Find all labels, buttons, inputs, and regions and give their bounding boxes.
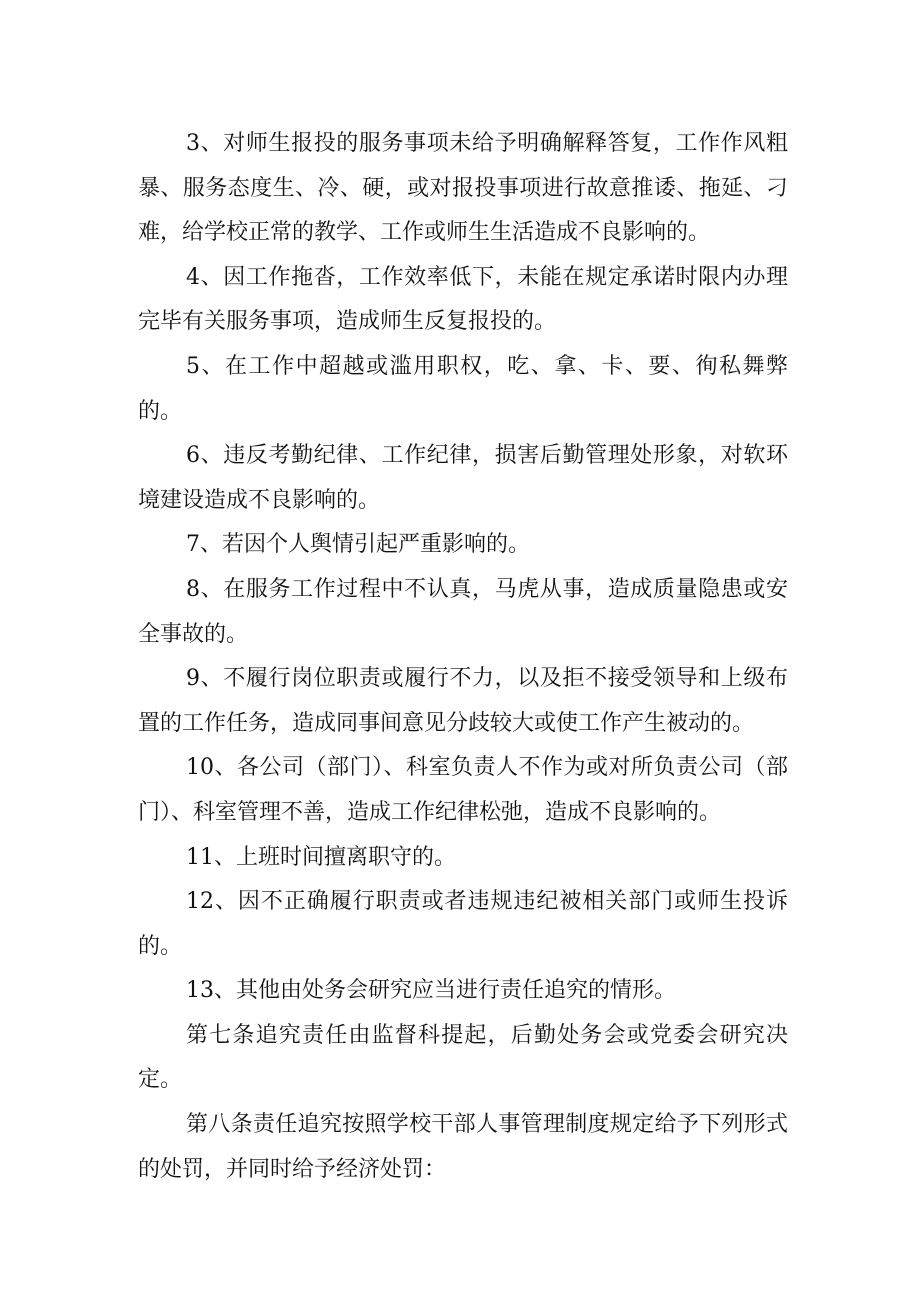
paragraph-item-9: 9、不履行岗位职责或履行不力，以及拒不接受领导和上级布置的工作任务，造成同事间意见分歧较大或使工作产生被动的。 [138,666,788,736]
paragraph-item-3: 3、对师生报投的服务事项未给予明确解释答复，工作作风粗暴、服务态度生、冷、硬，或对报投事项进行故意推诿、拖延、刁难，给学校正常的教学、工作或师生生活造成不良影响的。 [138,131,788,246]
paragraph-item-13: 13、其他由处务会研究应当进行责任追究的情形。 [186,978,676,1004]
paragraph-item-5: 5、在工作中超越或滥用职权，吃、拿、卡、要、徇私舞弊的。 [138,353,788,424]
article-7-paragraph: 第七条追究责任由监督科提起，后勤处务会或党委会研究决定。 [138,1022,788,1093]
document-body [138,122,788,1192]
paragraph-item-12: 12、因不正确履行职责或者违规违纪被相关部门或师生投诉的。 [138,889,788,959]
paragraph-item-10: 10、各公司（部门）、科室负责人不作为或对所负责公司（部门）、科室管理不善，造成工作纪律松弛，造成不良影响的。 [138,755,788,825]
paragraph-item-7: 7、若因个人舆情引起严重影响的。 [186,532,530,558]
article-8-paragraph: 第八条责任追究按照学校干部人事管理制度规定给予下列形式的处罚，并同时给予经济处罚： [138,1112,788,1182]
paragraph-item-11: 11、上班时间擅离职守的。 [186,844,456,870]
paragraph-item-8: 8、在服务工作过程中不认真，马虎从事，造成质量隐患或安全事故的。 [138,576,788,647]
paragraph-item-4: 4、因工作拖沓，工作效率低下，未能在规定承诺时限内办理完毕有关服务事项，造成师生反复报投的。 [138,264,788,335]
paragraph-item-6: 6、违反考勤纪律、工作纪律，损害后勤管理处形象，对软环境建设造成不良影响的。 [138,443,788,513]
